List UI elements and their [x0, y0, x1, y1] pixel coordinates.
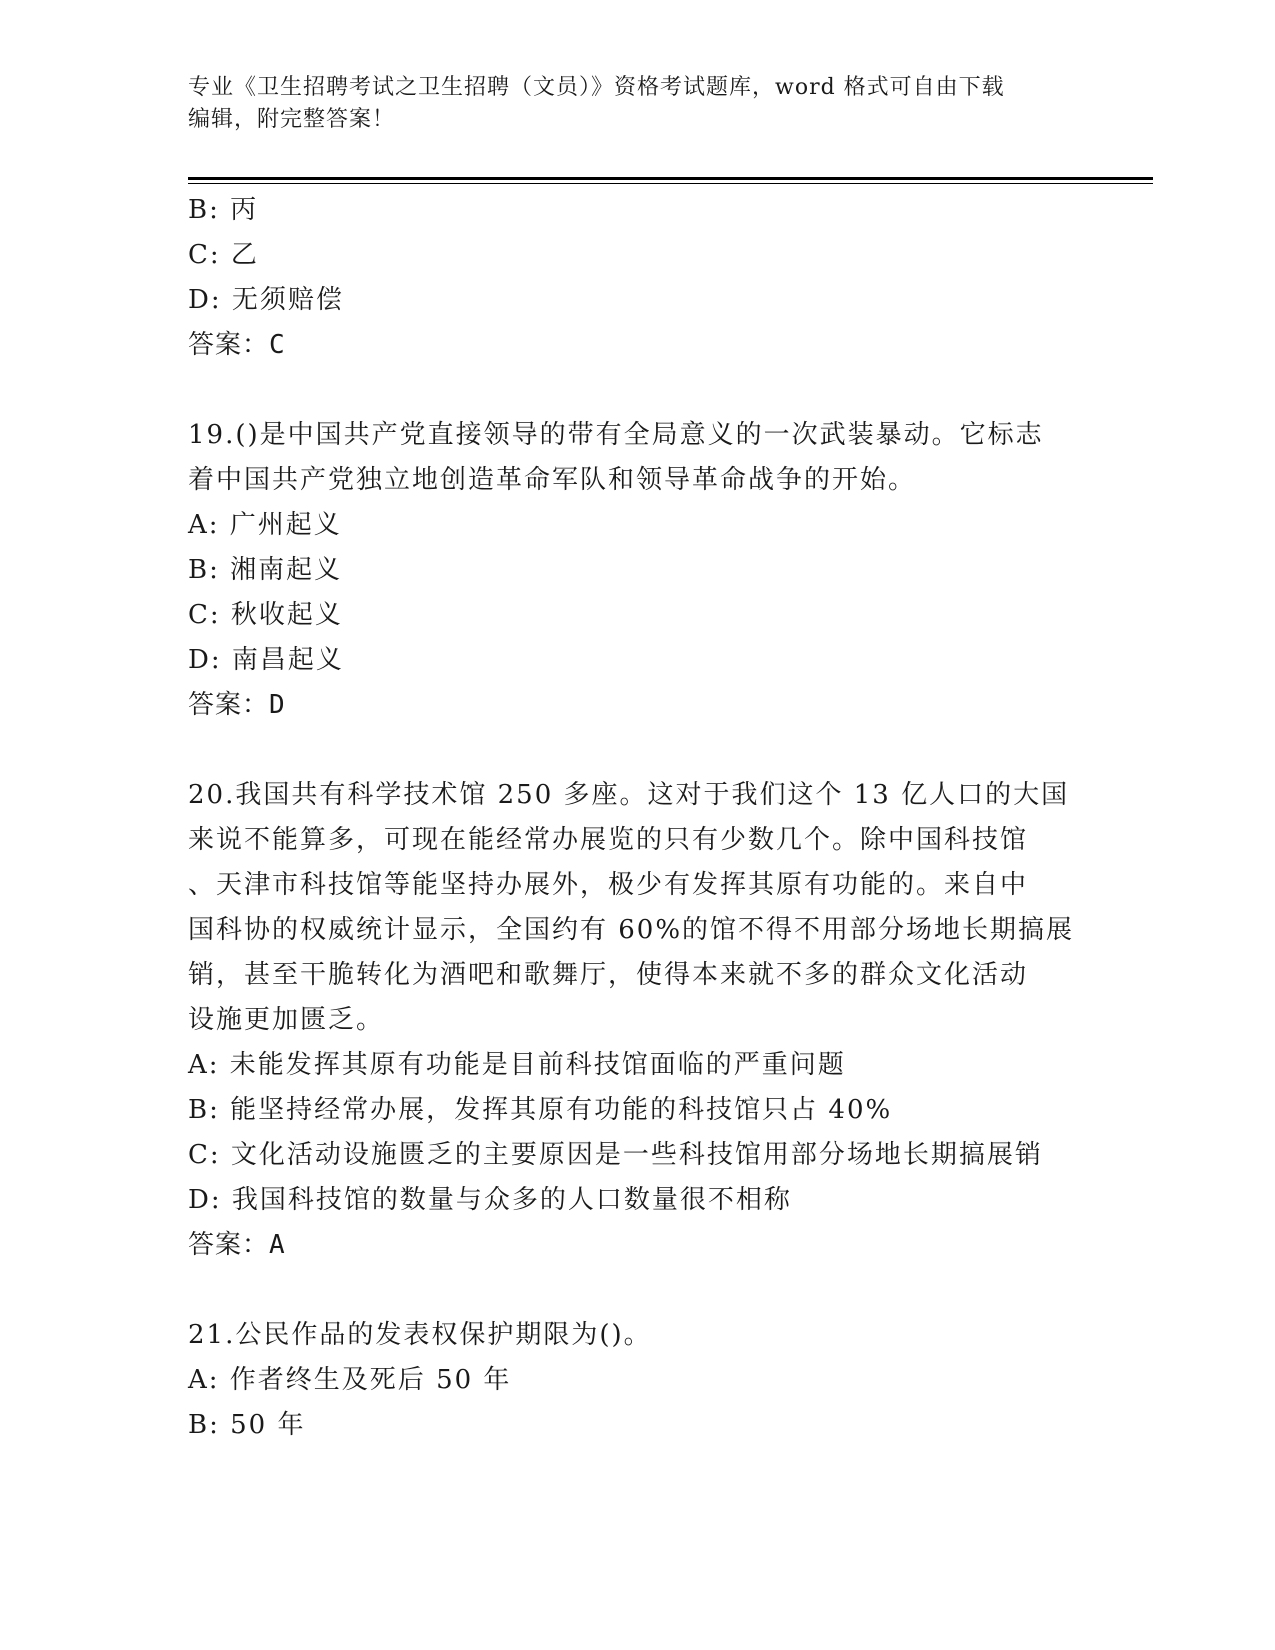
q20-stem-line-1: 20.我国共有科学技术馆 250 多座。这对于我们这个 13 亿人口的大国 [188, 780, 1070, 810]
q18-option-b: B: 丙 [188, 195, 259, 225]
q19-stem-line-2: 着中国共产党独立地创造革命军队和领导革命战争的开始。 [188, 465, 917, 495]
q20-stem-line-3: 、天津市科技馆等能坚持办展外，极少有发挥其原有功能的。来自中 [188, 870, 1029, 900]
q18-answer [188, 328, 286, 362]
q20-option-d: D: 我国科技馆的数量与众多的人口数量很不相称 [188, 1185, 792, 1215]
q18-answer-value: C [269, 330, 286, 360]
header-rule-thin [188, 183, 1153, 184]
q18-option-d: D: 无须赔偿 [188, 285, 344, 315]
q18-option-c: C: 乙 [188, 240, 259, 270]
q19-answer [188, 688, 286, 722]
q19-stem-line-1: 19.()是中国共产党直接领导的带有全局意义的一次武装暴动。它标志 [188, 420, 1044, 450]
q19-answer-value: D [269, 690, 286, 720]
q19-option-c: C: 秋收起义 [188, 600, 343, 630]
header-rule-thick [188, 177, 1153, 180]
q20-stem-line-6: 设施更加匮乏。 [188, 1005, 385, 1035]
q20-answer-label: 答案： [188, 1230, 270, 1260]
q20-stem-line-2: 来说不能算多，可现在能经常办展览的只有少数几个。除中国科技馆 [188, 825, 1029, 855]
q21-option-b: B: 50 年 [188, 1410, 306, 1440]
q20-option-b: B: 能坚持经常办展，发挥其原有功能的科技馆只占 40% [188, 1095, 893, 1125]
q18-answer-label: 答案： [188, 330, 270, 360]
q20-stem-line-4: 国科协的权威统计显示，全国约有 60%的馆不得不用部分场地长期搞展 [188, 915, 1075, 945]
page-header [188, 72, 1088, 136]
q20-answer [188, 1228, 286, 1262]
q19-option-d: D: 南昌起义 [188, 645, 344, 675]
q21-option-a: A: 作者终生及死后 50 年 [188, 1365, 512, 1395]
header-line-1: 专业《卫生招聘考试之卫生招聘（文员）》资格考试题库，word 格式可自由下载 [188, 75, 1005, 100]
q19-option-b: B: 湘南起义 [188, 555, 343, 585]
q20-option-c: C: 文化活动设施匮乏的主要原因是一些科技馆用部分场地长期搞展销 [188, 1140, 1043, 1170]
q21-stem-line-1: 21.公民作品的发表权保护期限为()。 [188, 1320, 652, 1350]
q19-answer-label: 答案： [188, 690, 270, 720]
q20-answer-value: A [269, 1230, 286, 1260]
header-line-2: 编辑，附完整答案！ [188, 107, 396, 132]
q20-option-a: A: 未能发挥其原有功能是目前科技馆面临的严重问题 [188, 1050, 846, 1080]
q20-stem-line-5: 销，甚至干脆转化为酒吧和歌舞厅，使得本来就不多的群众文化活动 [188, 960, 1029, 990]
q19-option-a: A: 广州起义 [188, 510, 342, 540]
